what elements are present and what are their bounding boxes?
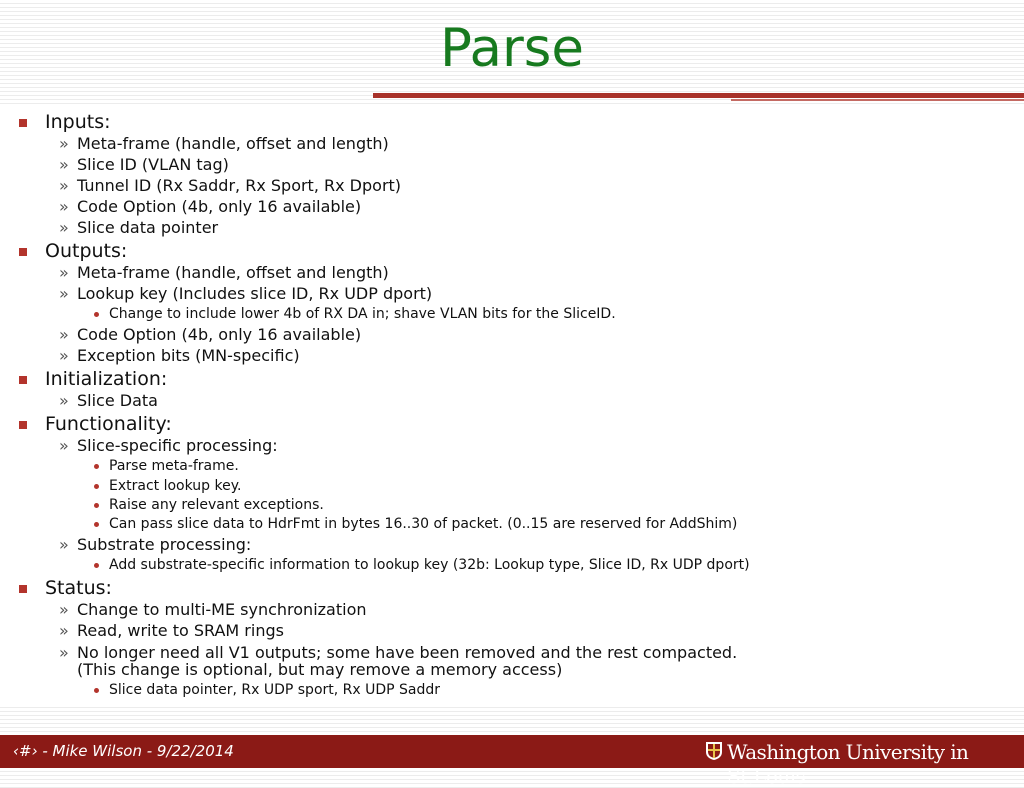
sub-list-item: Change to include lower 4b of RX DA in; shave VLAN bits for the SliceID. — [109, 306, 616, 323]
sub-list-item: Parse meta-frame. — [109, 458, 239, 475]
list-item: » Read, write to SRAM rings — [59, 621, 284, 640]
chevron-bullet-icon: » — [59, 621, 69, 640]
list-item: » Lookup key (Includes slice ID, Rx UDP dport) — [59, 284, 433, 303]
sub-list-item: Add substrate-specific information to lookup key (32b: Lookup type, Slice ID, Rx UDP dport) — [109, 557, 750, 574]
dot-bullet-icon — [94, 484, 99, 489]
section-heading: Outputs: — [45, 240, 128, 262]
sub-list-item: Extract lookup key. — [109, 478, 241, 495]
footer-text: ‹#› - Mike Wilson - 9/22/2014 — [13, 742, 234, 760]
list-item-continuation: (This change is optional, but may remove a memory access) — [77, 660, 563, 679]
dot-bullet-icon — [94, 464, 99, 469]
section-inputs — [45, 111, 111, 133]
list-item: » Slice data pointer — [59, 218, 219, 237]
section-heading: Status: — [45, 577, 112, 599]
list-item: » No longer need all V1 outputs; some have been removed and the rest compacted. — [59, 643, 738, 662]
chevron-bullet-icon: » — [59, 155, 69, 174]
section-heading: Inputs: — [45, 111, 111, 133]
list-item: » Substrate processing: — [59, 535, 252, 554]
chevron-bullet-icon: » — [59, 436, 69, 455]
square-bullet-icon — [19, 376, 27, 384]
chevron-bullet-icon: » — [59, 284, 69, 303]
section-heading: Functionality: — [45, 413, 172, 435]
chevron-bullet-icon: » — [59, 600, 69, 619]
dot-bullet-icon — [94, 563, 99, 568]
shield-icon — [705, 741, 723, 761]
list-item: » Meta-frame (handle, offset and length) — [59, 263, 389, 282]
sub-list-item: Can pass slice data to HdrFmt in bytes 16..30 of packet. (0..15 are reserved for AddShim) — [109, 516, 737, 533]
list-item: » Change to multi-ME synchronization — [59, 600, 367, 619]
title-rule — [373, 93, 1024, 98]
chevron-bullet-icon: » — [59, 643, 69, 662]
section-initialization — [45, 368, 167, 390]
slide-title: Parse — [439, 18, 585, 79]
list-item: » Tunnel ID (Rx Saddr, Rx Sport, Rx Dport) — [59, 176, 402, 195]
chevron-bullet-icon: » — [59, 346, 69, 365]
slide-content — [0, 107, 1024, 707]
dot-bullet-icon — [94, 688, 99, 693]
list-item: » Slice Data — [59, 391, 158, 410]
square-bullet-icon — [19, 119, 27, 127]
chevron-bullet-icon: » — [59, 535, 69, 554]
dot-bullet-icon — [94, 312, 99, 317]
section-status — [45, 577, 112, 599]
list-item: » Meta-frame (handle, offset and length) — [59, 134, 389, 153]
chevron-bullet-icon: » — [59, 391, 69, 410]
list-item: » Exception bits (MN-specific) — [59, 346, 300, 365]
university-wordmark: Washington University in St.Louis — [727, 740, 969, 788]
sub-list-item: Slice data pointer, Rx UDP sport, Rx UDP Saddr — [109, 682, 440, 699]
chevron-bullet-icon: » — [59, 176, 69, 195]
section-functionality — [45, 413, 172, 435]
dot-bullet-icon — [94, 522, 99, 527]
square-bullet-icon — [19, 248, 27, 256]
chevron-bullet-icon: » — [59, 134, 69, 153]
dot-bullet-icon — [94, 503, 99, 508]
list-item: » Code Option (4b, only 16 available) — [59, 325, 362, 344]
list-item: » Slice ID (VLAN tag) — [59, 155, 229, 174]
section-outputs — [45, 240, 127, 262]
sub-list-item: Raise any relevant exceptions. — [109, 497, 324, 514]
section-heading: Initialization: — [45, 368, 168, 390]
chevron-bullet-icon: » — [59, 218, 69, 237]
chevron-bullet-icon: » — [59, 197, 69, 216]
square-bullet-icon — [19, 421, 27, 429]
list-item: » Slice-specific processing: — [59, 436, 278, 455]
chevron-bullet-icon: » — [59, 325, 69, 344]
square-bullet-icon — [19, 585, 27, 593]
university-logo — [705, 740, 1015, 788]
footer-bar — [0, 735, 1024, 788]
chevron-bullet-icon: » — [59, 263, 69, 282]
title-rule-thin — [731, 99, 1024, 101]
list-item: » Code Option (4b, only 16 available) — [59, 197, 362, 216]
